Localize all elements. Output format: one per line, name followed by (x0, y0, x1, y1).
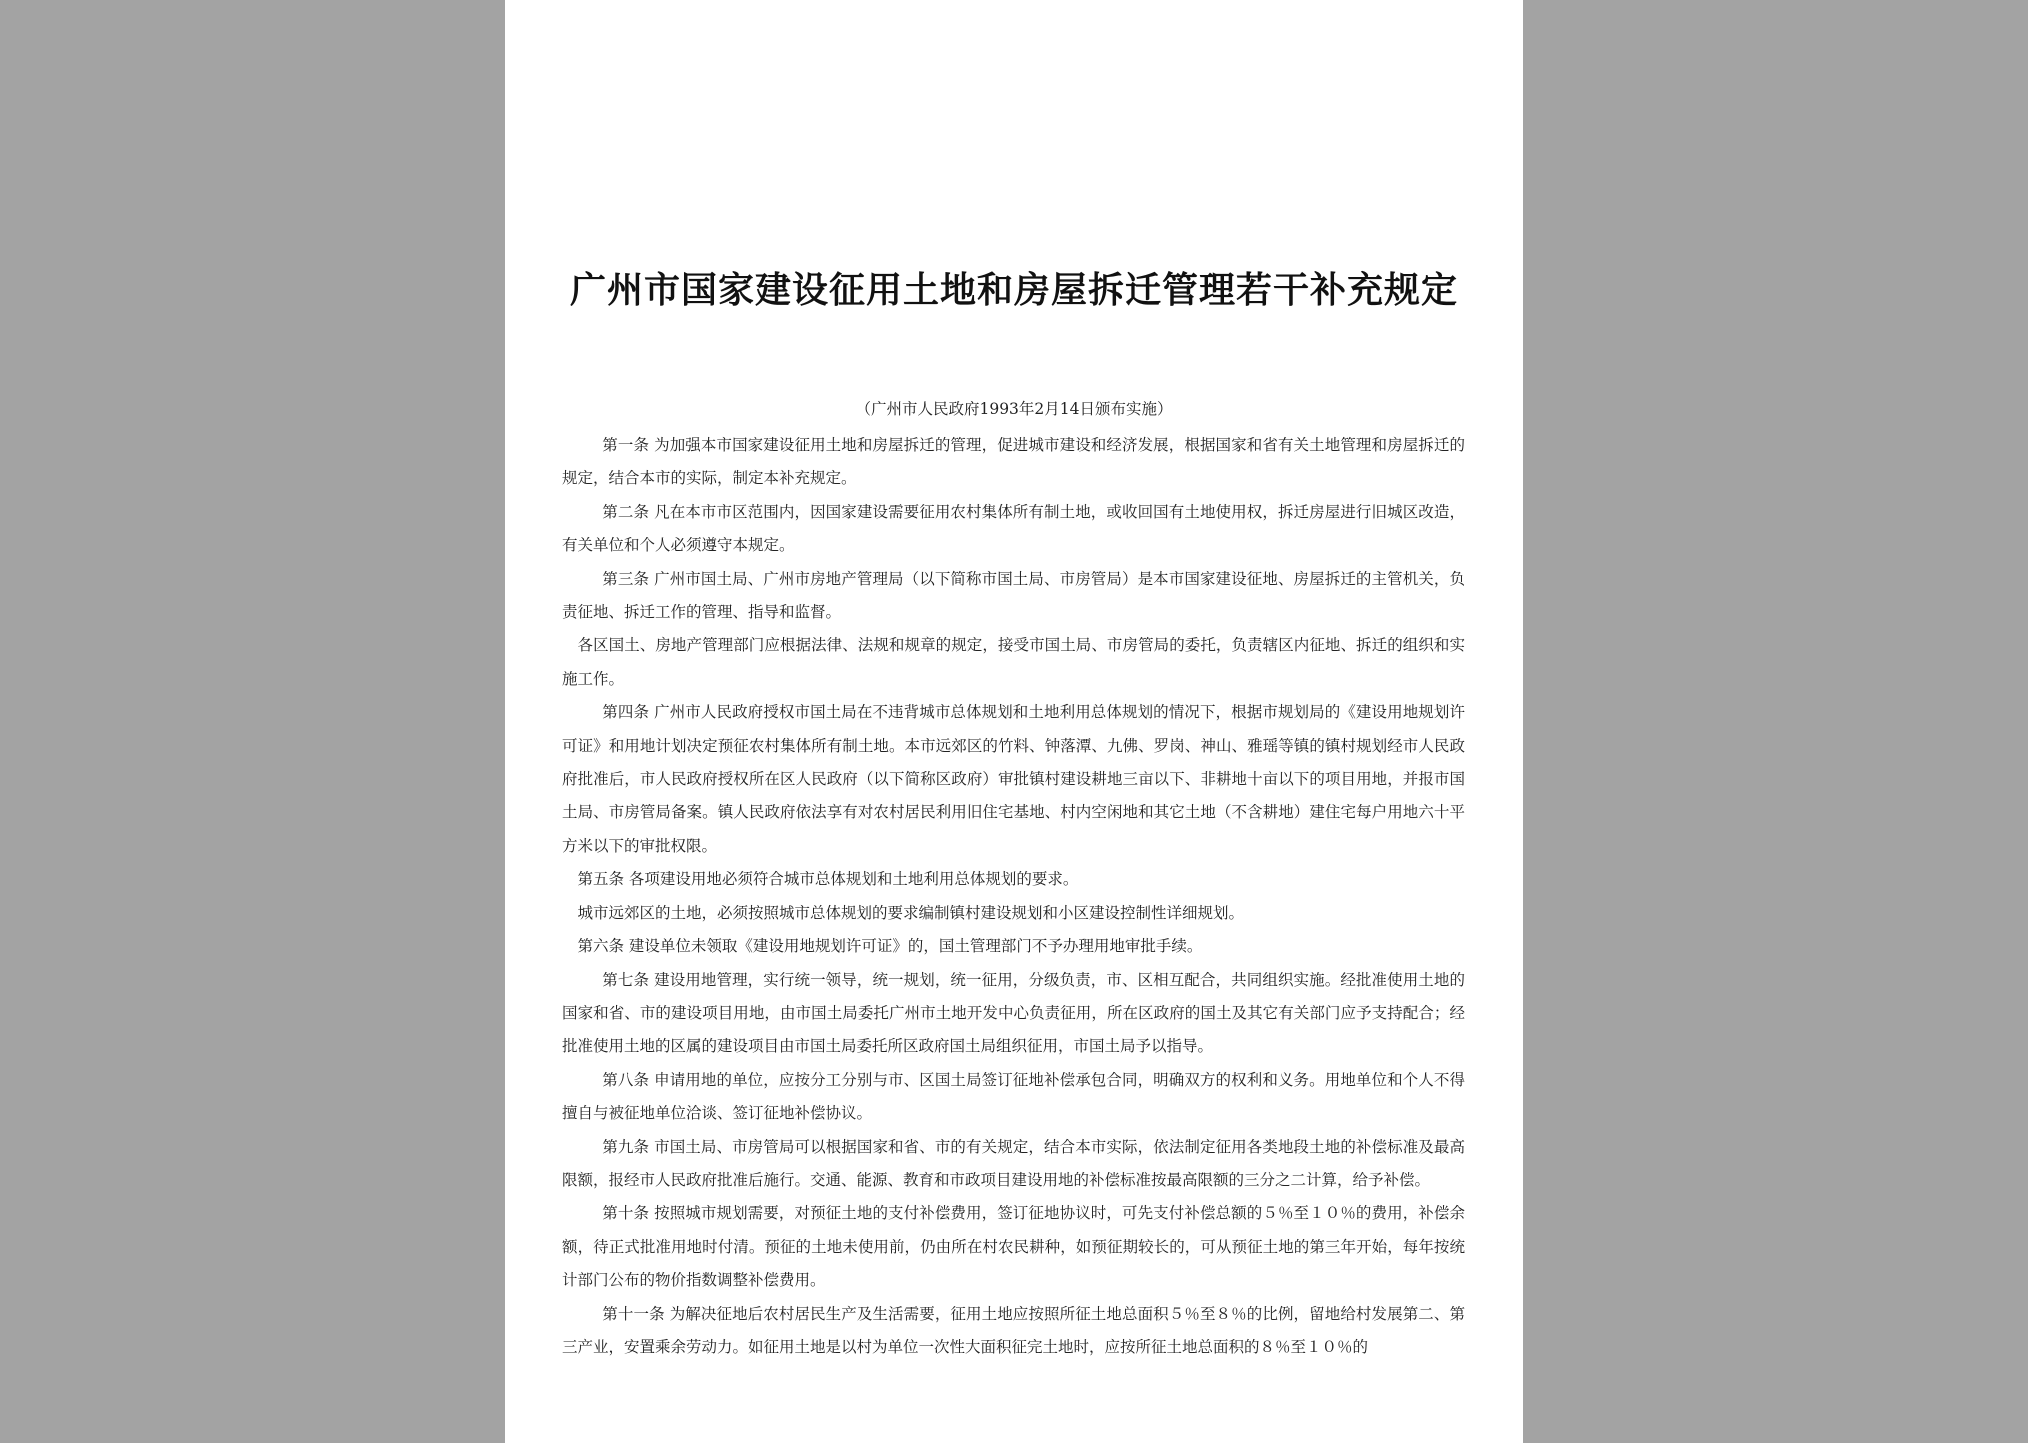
paragraph: 第七条 建设用地管理，实行统一领导，统一规划，统一征用，分级负责，市、区相互配合，共同组织实施。经批准使用土地的国家和省、市的建设项目用地，由市国土局委托广州市土地开发中心负责征用，所在区政府的国土及其它有关部门应予支持配合；经批准使用土地的区属的建设项目由市国土局委托所区政府国土局组织征用，市国土局予以指导。 (562, 970, 1465, 1056)
paragraph: 第六条 建设单位未领取《建设用地规划许可证》的，国土管理部门不予办理用地审批手续。 (577, 937, 1203, 956)
document-title: 广州市国家建设征用土地和房屋拆迁管理若干补充规定 (569, 270, 1458, 311)
paragraph: 第五条 各项建设用地必须符合城市总体规划和土地利用总体规划的要求。 (577, 870, 1079, 889)
paragraph: 第一条 为加强本市国家建设征用土地和房屋拆迁的管理，促进城市建设和经济发展，根据国家和省有关土地管理和房屋拆迁的规定，结合本市的实际，制定本补充规定。 (562, 436, 1465, 488)
paragraph: 第二条 凡在本市市区范围内，因国家建设需要征用农村集体所有制土地，或收回国有土地使用权，拆迁房屋进行旧城区改造，有关单位和个人必须遵守本规定。 (562, 502, 1465, 555)
paragraph: 各区国土、房地产管理部门应根据法律、法规和规章的规定，接受市国土局、市房管局的委托，负责辖区内征地、拆迁的组织和实施工作。 (562, 636, 1465, 688)
document-body (562, 429, 1465, 1364)
paragraph: 第十条 按照城市规划需要，对预征土地的支付补偿费用，签订征地协议时，可先支付补偿总额的５％至１０％的费用，补偿余额，待正式批准用地时付清。预征的土地未使用前，仍由所在村农民耕种，如预征期较长的，可从预征土地的第三年开始，每年按统计部门公布的物价指数调整补偿费用。 (562, 1204, 1465, 1290)
paragraph: 第九条 市国土局、市房管局可以根据国家和省、市的有关规定，结合本市实际，依法制定征用各类地段土地的补偿标准及最高限额，报经市人民政府批准后施行。交通、能源、教育和市政项目建设用地的补偿标准按最高限额的三分之二计算，给予补偿。 (562, 1137, 1465, 1189)
paragraph: 城市远郊区的土地，必须按照城市总体规划的要求编制镇村建设规划和小区建设控制性详细规划。 (577, 903, 1245, 922)
paragraph: 第三条 广州市国土局、广州市房地产管理局（以下简称市国土局、市房管局）是本市国家建设征地、房屋拆迁的主管机关，负责征地、拆迁工作的管理、指导和监督。 (562, 569, 1465, 622)
paragraph: 第十一条 为解决征地后农村居民生产及生活需要，征用土地应按照所征土地总面积５％至８％的比例，留地给村发展第二、第三产业，安置乘余劳动力。如征用土地是以村为单位一次性大面积征完土地时，应按所征土地总面积的８％至１０％的 (562, 1304, 1465, 1356)
paragraph: 第四条 广州市人民政府授权市国土局在不违背城市总体规划和土地利用总体规划的情况下，根据市规划局的《建设用地规划许可证》和用地计划决定预征农村集体所有制土地。本市远郊区的竹料、钟落潭、九佛、罗岗、神山、雅瑶等镇的镇村规划经市人民政府批准后，市人民政府授权所在区人民政府（以下简称区政府）审批镇村建设耕地三亩以下、非耕地十亩以下的项目用地，并报市国土局、市房管局备案。镇人民政府依法享有对农村居民利用旧住宅基地、村内空闲地和其它土地（不含耕地）建住宅每户用地六十平方米以下的审批权限。 (562, 703, 1465, 855)
document-subtitle: （广州市人民政府1993年2月14日颁布实施） (855, 400, 1173, 418)
document-page (505, 0, 1523, 1443)
paragraph: 第八条 申请用地的单位，应按分工分别与市、区国土局签订征地补偿承包合同，明确双方的权利和义务。用地单位和个人不得擅自与被征地单位洽谈、签订征地补偿协议。 (562, 1070, 1465, 1123)
